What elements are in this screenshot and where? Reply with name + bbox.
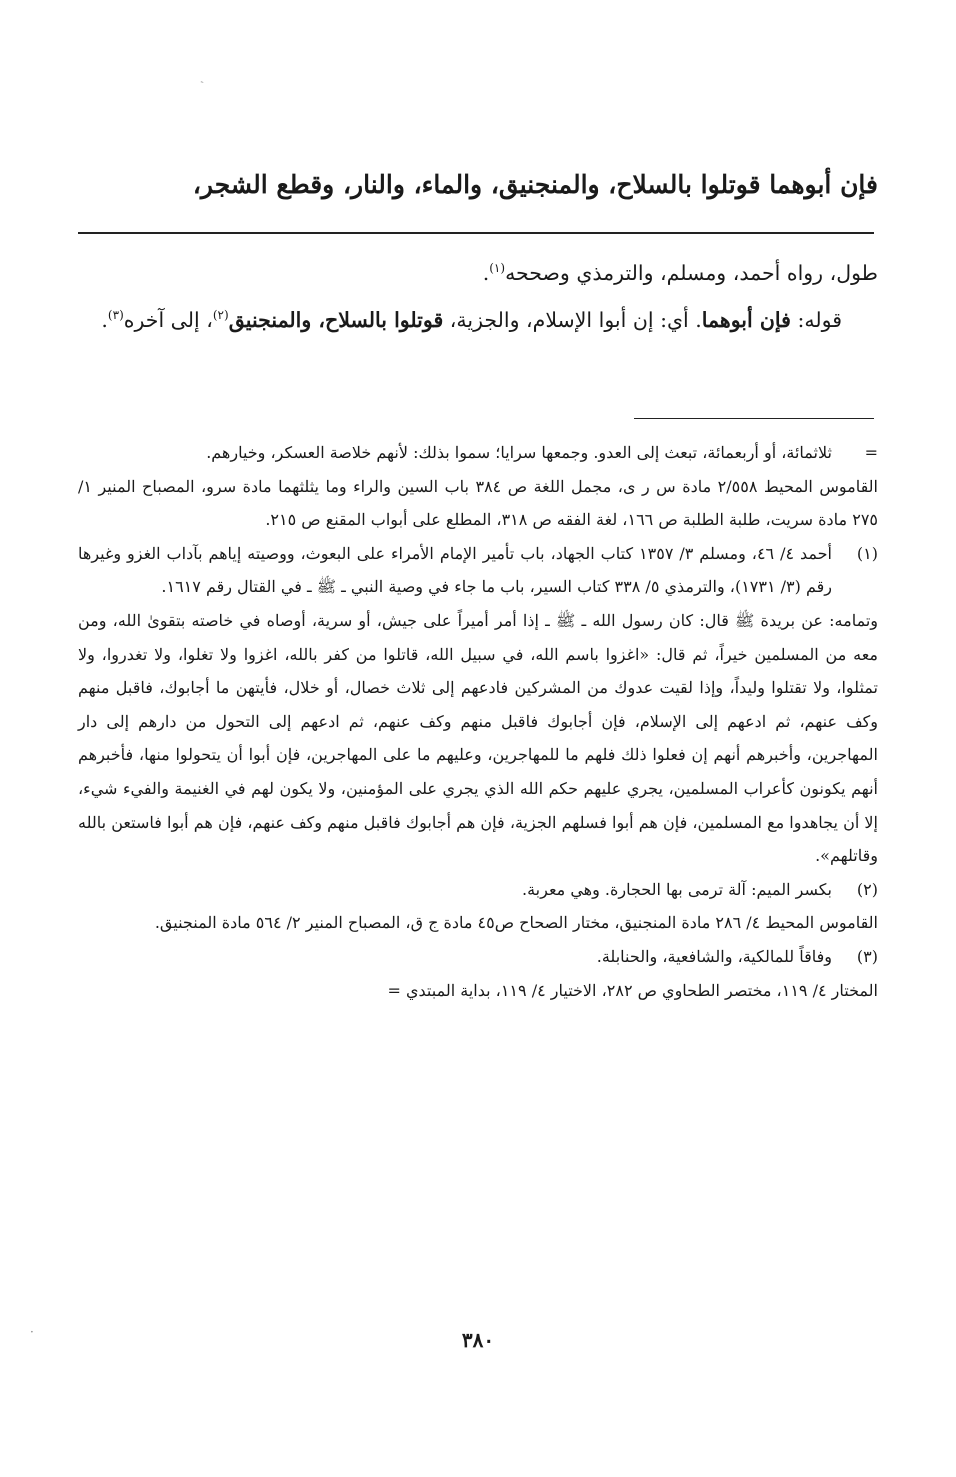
matn-text: فإن أبوهما قوتلوا بالسلاح، والمنجنيق، والماء، والنار، وقطع الشجر، <box>192 170 878 199</box>
matn-quote: قوتلوا بالسلاح، والمنجنيق <box>228 308 444 332</box>
scan-mark: · <box>30 1325 34 1339</box>
commentary-line <box>78 250 878 297</box>
footnote-ref[interactable]: (٣) <box>107 308 124 323</box>
matn-quote: فإن أبوهما <box>701 308 791 332</box>
footnote-number: (١) <box>856 543 878 563</box>
commentary-text: . <box>101 308 108 332</box>
continuation-marker: = <box>864 443 878 462</box>
footnote-paragraph: بكسر الميم: آلة ترمى بها الحجارة. وهي معربة. <box>522 879 832 899</box>
commentary-text: قوله: <box>790 308 842 332</box>
footnote-number: (٣) <box>856 946 878 966</box>
footnote-paragraph: القاموس المحيط ٢/٥٥٨ مادة س ر ى، مجمل اللغة ص ٣٨٤ باب السين والراء وما يثلثهما مادة سرو، المصباح المنير ١/ ٢٧٥ مادة سريت، طلبة الطلبة ص ١٦٦، لغة الفقه ص ٣١٨، المطلع على أبواب المقنع ص ٢١٥. <box>78 476 879 530</box>
commentary-text: طول، رواه أحمد، ومسلم، والترمذي وصححه <box>505 261 878 285</box>
footnote-3 <box>78 940 878 1007</box>
footnote-ref[interactable]: (٢) <box>212 308 229 323</box>
footnote-number: (٢) <box>856 879 878 899</box>
commentary <box>78 250 878 344</box>
footnote-2 <box>78 873 878 940</box>
footnote-ref[interactable]: (١) <box>489 261 506 276</box>
commentary-text: . أي: إن أبوا الإسلام، والجزية، <box>443 308 702 332</box>
footnote-paragraph: أحمد ٤/ ٤٦، ومسلم ٣/ ١٣٥٧ كتاب الجهاد، باب تأمير الإمام الأمراء على البعوث، ووصيته إياهم بآداب الغزو وغيرها رقم (٣/ ١٧٣١)، والترمذي ٥/ ٣٣٨ كتاب السير، باب ما جاء في وصية النبي ـ ﷺ ـ في القتال رقم ١٦١٧. <box>78 543 832 597</box>
footnote-paragraph: القاموس المحيط ٤/ ٢٨٦ مادة المنجنيق، مختار الصحاح ص٤٥ مادة ج ق، المصباح المنير ٢/ ٥٦٤ مادة المنجنيق. <box>154 913 878 933</box>
page-number: ٣٨٠ <box>461 1328 495 1352</box>
footnote-paragraph: وفاقاً للمالكية، والشافعية، والحنابلة. <box>596 946 832 966</box>
matn-divider <box>78 232 874 234</box>
commentary-paragraph <box>78 297 878 344</box>
footnote-continued <box>78 436 878 537</box>
footnotes <box>78 436 878 1007</box>
footnote-paragraph: المختار ٤/ ١١٩، مختصر الطحاوي ص ٢٨٢، الاختيار ٤/ ١١٩، بداية المبتدي = <box>387 980 878 1000</box>
commentary-text: . <box>482 261 490 285</box>
footnote-1 <box>78 537 878 873</box>
footnote-paragraph: وتمامه: عن بريدة ﷺ قال: كان رسول الله ـ ﷺ ـ إذا أمر أميراً على جيش، أو سرية، أوصاه في خاصته بتقوىٰ الله، ومن معه من المسلمين خيراً، ثم قال: «اغزوا باسم الله، في سبيل الله، قاتلوا من كفر بالله، اغزوا ولا تغلوا، ولا تغدروا، ولا تمثلوا، ولا تقتلوا وليداً، وإذا لقيت عدوك من المشركين فادعهم إلى ثلاث خصال، أو خلال، فأيتهن ما أجابوك، فاقبل منهم وكف عنهم، ثم ادعهم إلى الإسلام، فإن أجابوك فاقبل منهم وكف عنهم، ثم ادعهم إلى التحول من دارهم إلى دار المهاجرين، وأخبرهم أنهم إن فعلوا ذلك فلهم ما للمهاجرين، وعليهم ما على المهاجرين، فإن أبوا أن يتحولوا منها، فأخبرهم أنهم يكونون كأعراب المسلمين، يجري عليهم حكم الله الذي يجري على المؤمنين، ولا يكون لهم في الغنيمة والفيء شيء، إلا أن يجاهدوا مع المسلمين، فإن هم أبوا فسلهم الجزية، فإن هم أجابوك فاقبل منهم وكف عنهم، فإن هم أبوا فاستعن بالله وقاتلهم». <box>78 610 879 866</box>
footnote-paragraph: ثلاثمائة، أو أربعمائة، تبعث إلى العدو. وجمعها سرايا؛ سموا بذلك: لأنهم خلاصة العسكر، وخيارهم. <box>206 443 832 462</box>
footnote-divider <box>634 418 874 419</box>
scan-mark: ˏ <box>195 69 205 85</box>
commentary-text: ، إلى آخره <box>123 308 213 332</box>
